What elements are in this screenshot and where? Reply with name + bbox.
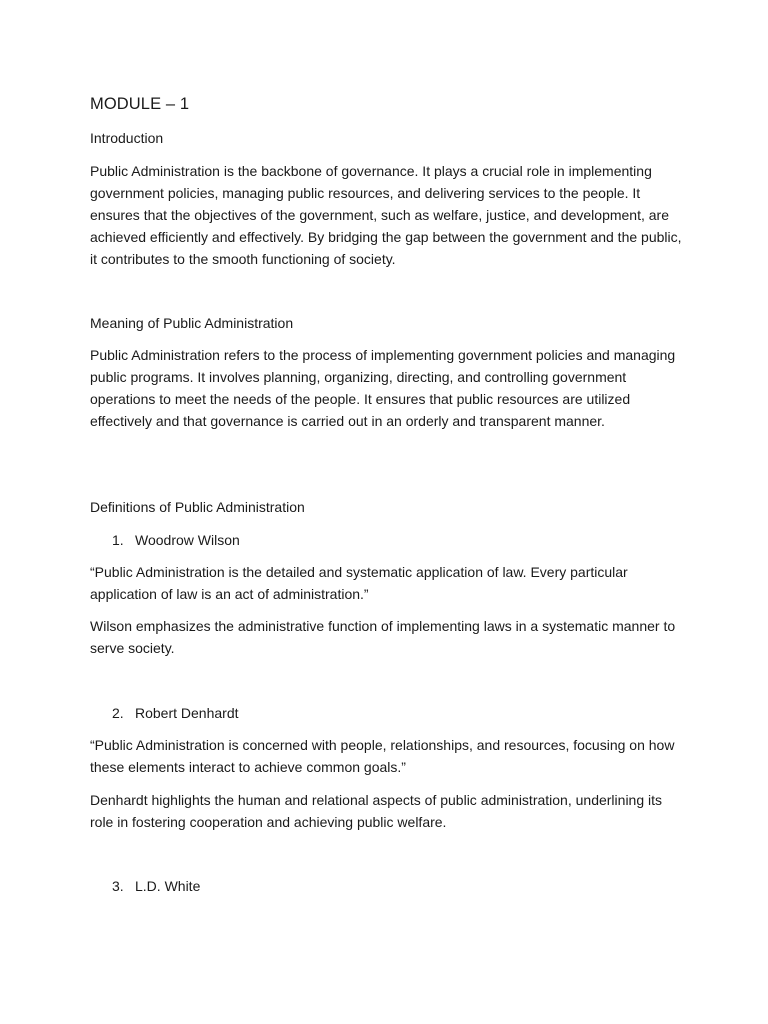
list-number: 1.: [112, 532, 124, 548]
definition-quote: “Public Administration is the detailed and systematic application of law. Every particular application of law is an act of administration.”: [90, 564, 628, 602]
module-title: MODULE – 1: [90, 95, 190, 113]
meaning-paragraph: Public Administration refers to the process of implementing government policies and managing public programs. It involves planning, organizing, directing, and controlling government operations to meet the needs of the people. It ensures that public resources are utilized effectively and that governance is carried out in an orderly and transparent manner.: [90, 347, 676, 429]
definition-explanation: Wilson emphasizes the administrative function of implementing laws in a systematic manner to serve society.: [90, 618, 676, 656]
definition-author: Woodrow Wilson: [135, 532, 240, 548]
list-number: 3.: [112, 878, 124, 894]
definition-author: L.D. White: [135, 878, 201, 894]
definition-author: Robert Denhardt: [135, 705, 239, 721]
definition-quote: “Public Administration is concerned with people, relationships, and resources, focusing on how these elements interact to achieve common goals.”: [90, 737, 675, 775]
meaning-heading: Meaning of Public Administration: [90, 315, 294, 331]
list-item: [112, 530, 240, 550]
list-number: 2.: [112, 705, 124, 721]
list-item: [112, 876, 200, 896]
definition-explanation: Denhardt highlights the human and relational aspects of public administration, underlining its role in fostering cooperation and achieving public welfare.: [90, 792, 663, 830]
introduction-heading: Introduction: [90, 130, 164, 146]
introduction-paragraph: Public Administration is the backbone of governance. It plays a crucial role in implementing government policies, managing public resources, and delivering services to the people. It ensures that the objectives of the government, such as welfare, justice, and development, are achieved efficiently and effectively. By bridging the gap between the government and the public, it contributes to the smooth functioning of society.: [90, 163, 682, 267]
list-item: [112, 703, 239, 723]
definitions-heading: Definitions of Public Administration: [90, 499, 305, 515]
